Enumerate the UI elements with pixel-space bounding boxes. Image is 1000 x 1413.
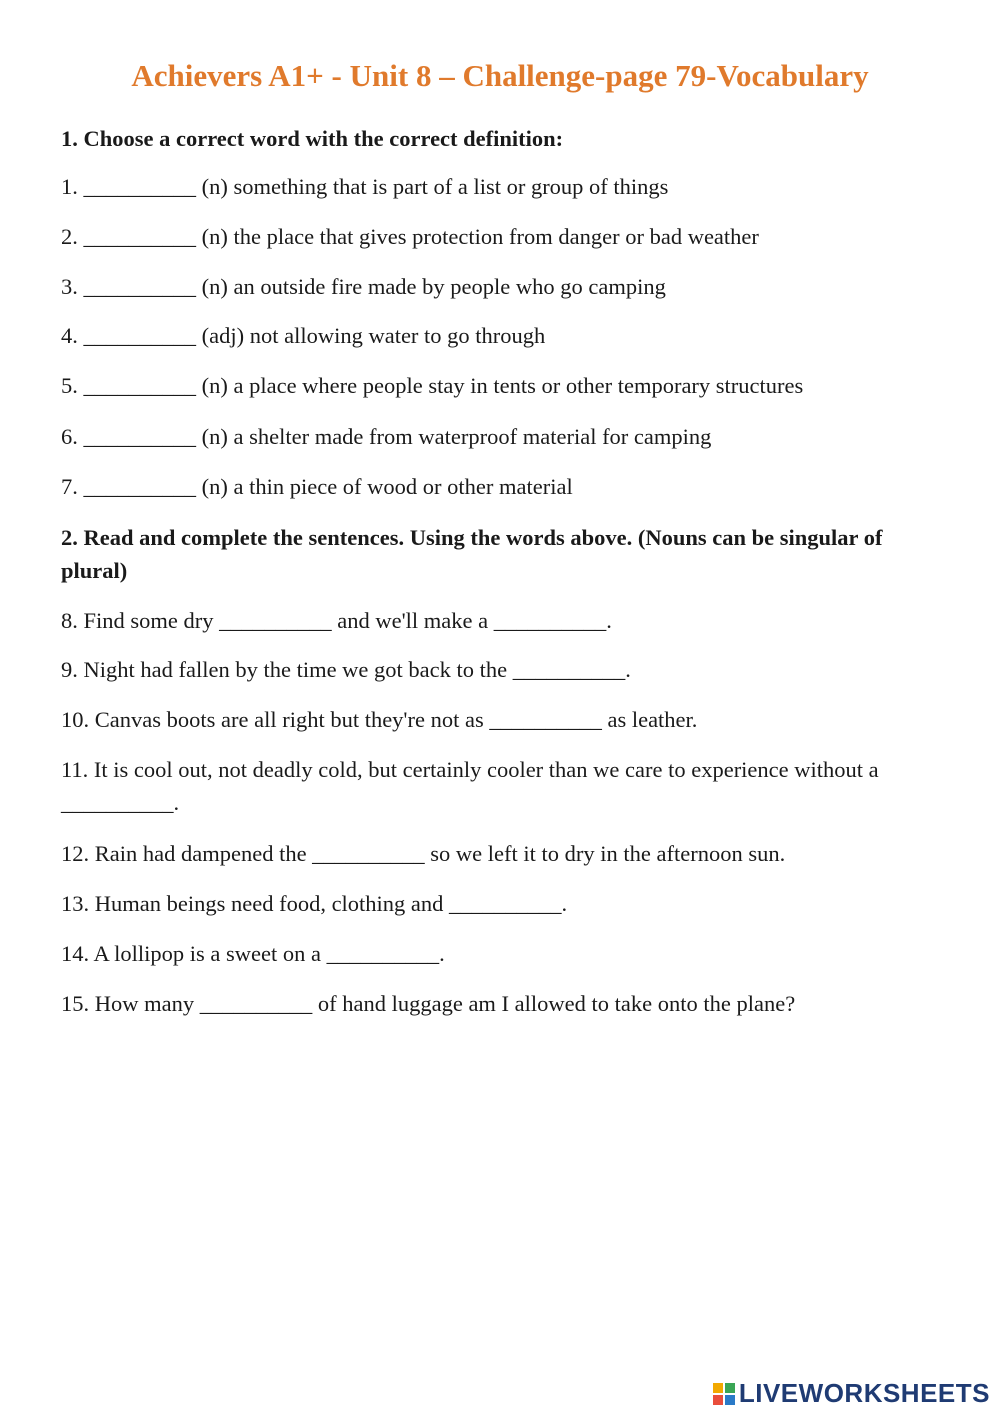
sentence-item-9: 9. Night had fallen by the time we got back to the __________. — [61, 657, 631, 682]
section2-heading: 2. Read and complete the sentences. Using the words above. (Nouns can be singular of plural) — [61, 525, 883, 583]
definition-item-4: 4. __________ (adj) not allowing water to go through — [61, 323, 546, 348]
liveworksheets-logo-icon — [713, 1383, 735, 1405]
sentence-item-8: 8. Find some dry __________ and we'll make a __________. — [61, 608, 612, 633]
sentence-item-13: 13. Human beings need food, clothing and __________. — [61, 891, 568, 916]
liveworksheets-logo-text: LIVEWORKSHEETS — [738, 1378, 990, 1408]
sentence-item-14: 14. A lollipop is a sweet on a __________. — [61, 941, 445, 966]
definition-item-3: 3. __________ (n) an outside fire made by people who go camping — [61, 274, 666, 299]
sentence-item-10: 10. Canvas boots are all right but they're not as __________ as leather. — [61, 707, 698, 732]
logo-square-4 — [725, 1395, 735, 1405]
logo-square-1 — [713, 1383, 723, 1393]
logo-square-3 — [713, 1395, 723, 1405]
liveworksheets-logo — [713, 1378, 990, 1409]
definition-item-1: 1. __________ (n) something that is part of a list or group of things — [61, 174, 669, 199]
worksheet-title: Achievers A1+ - Unit 8 – Challenge-page 79-Vocabulary — [131, 58, 869, 93]
logo-square-2 — [725, 1383, 735, 1393]
definition-item-7: 7. __________ (n) a thin piece of wood or other material — [61, 474, 573, 499]
definition-item-2: 2. __________ (n) the place that gives protection from danger or bad weather — [61, 224, 759, 249]
sentence-item-11: 11. It is cool out, not deadly cold, but certainly cooler than we care to experience without a __________. — [61, 757, 879, 815]
sentence-item-15: 15. How many __________ of hand luggage am I allowed to take onto the plane? — [61, 991, 796, 1016]
section1-heading: 1. Choose a correct word with the correct definition: — [61, 126, 564, 151]
definition-item-6: 6. __________ (n) a shelter made from waterproof material for camping — [61, 424, 712, 449]
definition-item-5: 5. __________ (n) a place where people stay in tents or other temporary structures — [61, 373, 804, 398]
sentence-item-12: 12. Rain had dampened the __________ so we left it to dry in the afternoon sun. — [61, 841, 786, 866]
